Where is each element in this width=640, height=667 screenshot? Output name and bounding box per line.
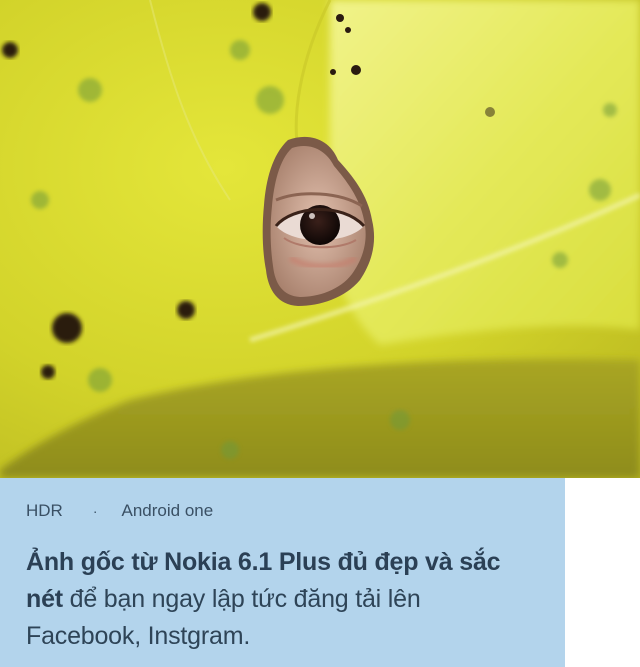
tag-android-one[interactable]: Android one [121,501,214,520]
tag-row [26,500,535,522]
caption-box [0,478,565,667]
leaf-highlight [327,0,640,345]
tag-hdr[interactable]: HDR [26,501,63,520]
headline-bold: Ảnh gốc từ Nokia 6.1 Plus đủ đẹp và sắc nét [26,548,501,613]
tag-separator: · [92,503,98,519]
caption-headline [26,544,535,655]
headline-regular: để bạn ngay lập tức đăng tải lên Facebook, Instgram. [26,585,421,650]
eye-highlight [309,213,315,219]
